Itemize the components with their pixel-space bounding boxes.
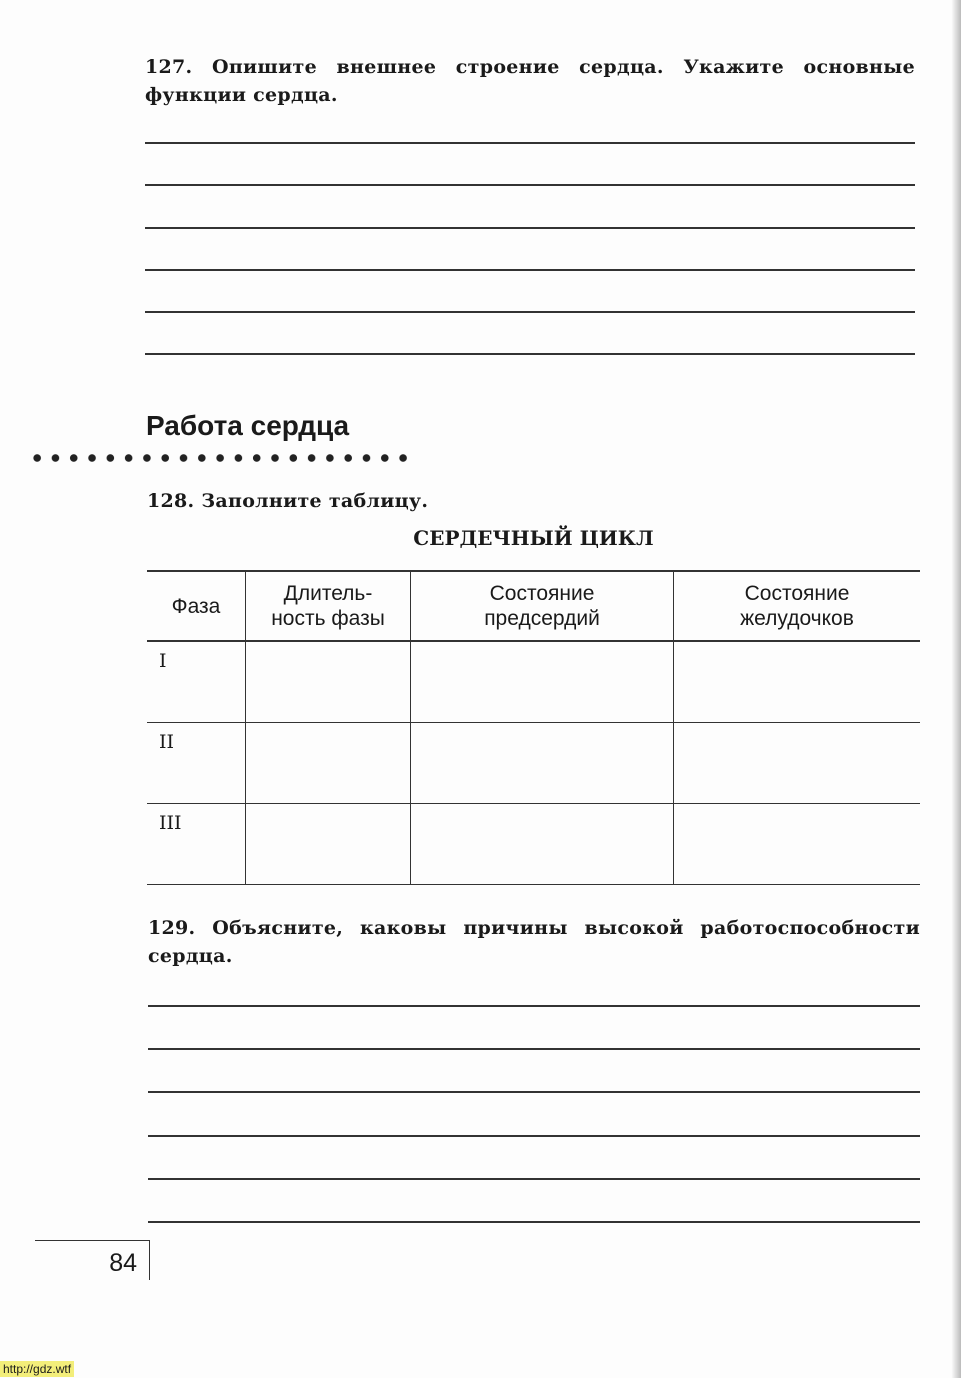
page-number: 84 — [35, 1240, 150, 1280]
phase-label: I — [147, 641, 246, 722]
answer-line[interactable] — [148, 1091, 920, 1093]
answer-line[interactable] — [145, 142, 915, 144]
answer-line[interactable] — [145, 353, 915, 355]
table-title: СЕРДЕЧНЫЙ ЦИКЛ — [413, 526, 654, 550]
question-128: 128. Заполните таблицу. — [147, 490, 429, 512]
header-duration: Длитель- ность фазы — [246, 571, 411, 641]
table-row — [147, 641, 920, 722]
answer-line[interactable] — [145, 227, 915, 229]
table-cell[interactable] — [411, 722, 674, 803]
cardiac-cycle-table — [147, 570, 920, 885]
answer-line[interactable] — [148, 1221, 920, 1223]
table-cell[interactable] — [246, 722, 411, 803]
answer-line[interactable] — [148, 1135, 920, 1137]
header-phase: Фаза — [147, 571, 246, 641]
page-edge-shadow — [951, 0, 961, 1378]
answer-line[interactable] — [145, 269, 915, 271]
table-row — [147, 803, 920, 884]
watermark-link[interactable]: http://gdz.wtf — [0, 1361, 74, 1377]
table-cell[interactable] — [246, 641, 411, 722]
phase-label: III — [147, 803, 246, 884]
answer-line[interactable] — [148, 1048, 920, 1050]
answer-line[interactable] — [148, 1178, 920, 1180]
header-ventricles: Состояние желудочков — [674, 571, 921, 641]
table-cell[interactable] — [411, 641, 674, 722]
phase-label: II — [147, 722, 246, 803]
table-cell[interactable] — [246, 803, 411, 884]
table-cell[interactable] — [411, 803, 674, 884]
table-cell[interactable] — [674, 722, 921, 803]
dotted-divider — [28, 452, 412, 464]
answer-line[interactable] — [145, 184, 915, 186]
table-row — [147, 722, 920, 803]
answer-line[interactable] — [145, 311, 915, 313]
header-atria: Состояние предсердий — [411, 571, 674, 641]
section-heading: Работа сердца — [146, 410, 350, 441]
table-cell[interactable] — [674, 641, 921, 722]
answer-line[interactable] — [148, 1005, 920, 1007]
table-cell[interactable] — [674, 803, 921, 884]
question-127: 127. Опишите внешнее строение сердца. Укажите основные функции сердца. — [145, 56, 915, 106]
question-129: 129. Объясните, каковы причины высокой работоспособности сердца. — [148, 917, 920, 967]
